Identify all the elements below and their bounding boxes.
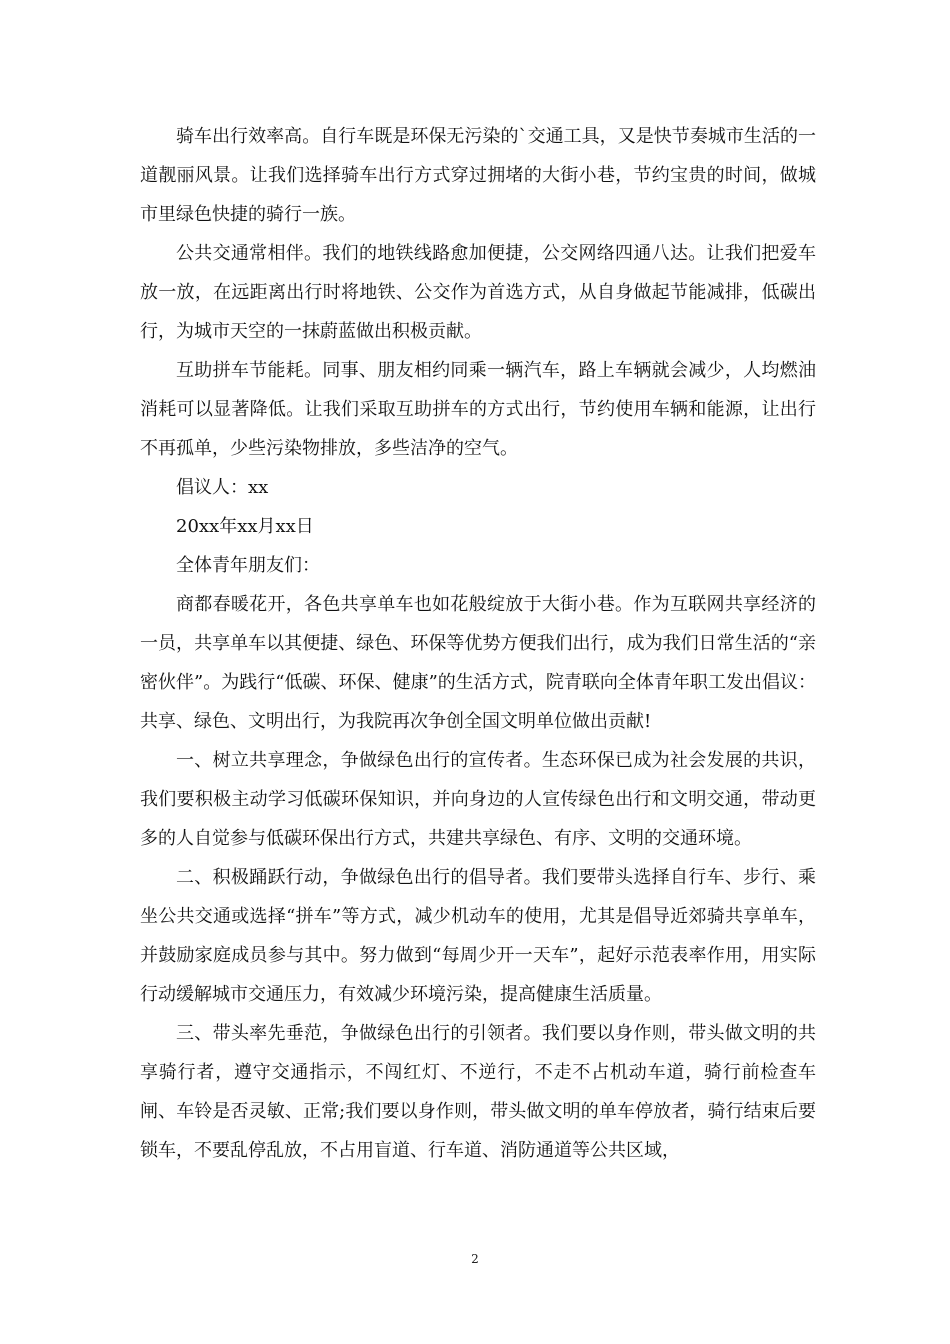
paragraph-date: 20xx年xx月xx日 <box>176 516 314 537</box>
paragraph-cycling: 骑车出行效率高。自行车既是环保无污染的`交通工具，又是快节奏城市生活的一道靓丽风景。让我们选择骑车出行方式穿过拥堵的大街小巷，节约宝贵的时间，做城市里绿色快捷的骑行一族。 <box>140 126 816 225</box>
paragraph-point-one: 一、树立共享理念，争做绿色出行的宣传者。生态环保已成为社会发展的共识，我们要积极主动学习低碳环保知识，并向身边的人宣传绿色出行和文明交通，带动更多的人自觉参与低碳环保出行方式，共建共享绿色、有序、文明的交通环境。 <box>140 750 816 849</box>
paragraph-intro: 商都春暖花开，各色共享单车也如花般绽放于大街小巷。作为互联网共享经济的一员，共享单车以其便捷、绿色、环保等优势方便我们出行，成为我们日常生活的“亲密伙伴”。为践行“低碳、环保、健康”的生活方式，院青联向全体青年职工发出倡议：共享、绿色、文明出行，为我院再次争创全国文明单位做出贡献! <box>140 594 816 732</box>
page-number: 2 <box>471 1252 479 1266</box>
paragraph-salutation: 全体青年朋友们： <box>176 555 320 576</box>
paragraph-public-transport: 公共交通常相伴。我们的地铁线路愈加便捷，公交网络四通八达。让我们把爱车放一放，在远距离出行时将地铁、公交作为首选方式，从自身做起节能减排，低碳出行，为城市天空的一抹蔚蓝做出积极贡献。 <box>140 243 816 342</box>
document-body <box>140 117 816 1170</box>
paragraph-carpool: 互助拼车节能耗。同事、朋友相约同乘一辆汽车，路上车辆就会减少，人均燃油消耗可以显著降低。让我们采取互助拼车的方式出行，节约使用车辆和能源，让出行不再孤单，少些污染物排放，多些洁净的空气。 <box>140 360 816 459</box>
paragraph-initiator: 倡议人：xx <box>176 477 269 498</box>
paragraph-point-two: 二、积极踊跃行动，争做绿色出行的倡导者。我们要带头选择自行车、步行、乘坐公共交通或选择“拼车”等方式，减少机动车的使用，尤其是倡导近郊骑共享单车，并鼓励家庭成员参与其中。努力做到“每周少开一天车”，起好示范表率作用，用实际行动缓解城市交通压力，有效减少环境污染，提高健康生活质量。 <box>140 867 816 1005</box>
paragraph-point-three: 三、带头率先垂范，争做绿色出行的引领者。我们要以身作则，带头做文明的共享骑行者，遵守交通指示，不闯红灯、不逆行，不走不占机动车道，骑行前检查车闸、车铃是否灵敏、正常;我们要以身作则，带头做文明的单车停放者，骑行结束后要锁车，不要乱停乱放，不占用盲道、行车道、消防通道等公共区域， <box>140 1023 816 1161</box>
